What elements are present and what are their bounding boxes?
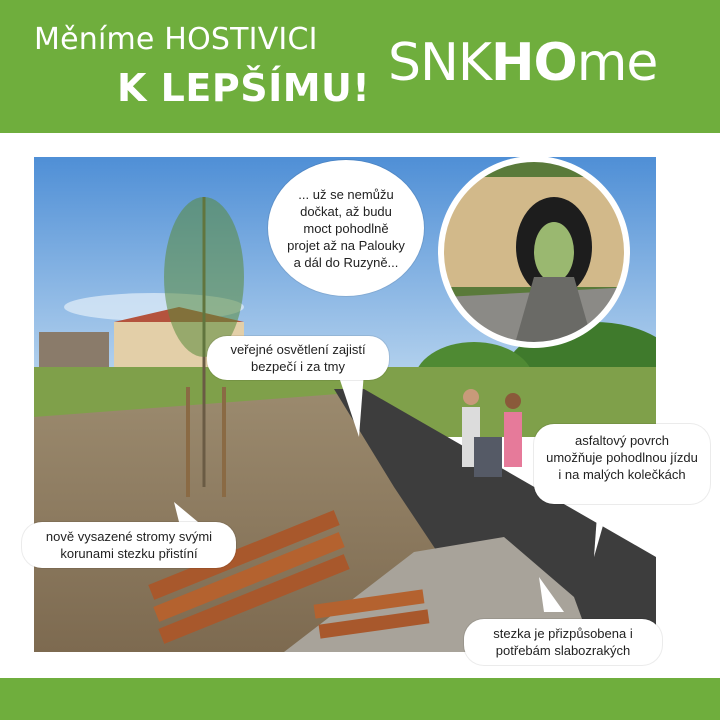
callout-trees <box>22 522 236 568</box>
header-banner <box>0 0 720 133</box>
callout-accessibility-text: stezka je přizpůsobena i potřebám slabozrakých <box>493 626 633 658</box>
svg-text:SNKHOme <box>388 33 657 92</box>
callout-lighting <box>207 336 389 380</box>
callout-accessibility <box>464 619 662 665</box>
thought-bubble <box>268 160 424 296</box>
footer-banner <box>0 678 720 720</box>
callout-trees-text: nově vysazené stromy svými korunami stezku přistíní <box>45 529 213 561</box>
thought-text: ... už se nemůžu dočkat, až budu moct pohodlně projet až na Palouky a dál do Ruzyně... <box>287 186 405 270</box>
logo-text-ho: HO <box>491 33 577 92</box>
logo-text-snk: SNK <box>388 33 492 92</box>
logo-text-me: me <box>576 33 658 92</box>
snk-home-logo <box>388 32 698 92</box>
headline-line-1: Měníme HOSTIVICI <box>34 22 318 57</box>
callout-asphalt <box>534 424 710 504</box>
callout-asphalt-text: asfaltový povrch umožňuje pohodlnou jízdu i na malých kolečkách <box>546 433 698 482</box>
callout-lighting-text: veřejné osvětlení zajistí bezpečí i za tmy <box>230 342 366 374</box>
headline-line-2: K LEPŠÍMU! <box>117 66 371 110</box>
